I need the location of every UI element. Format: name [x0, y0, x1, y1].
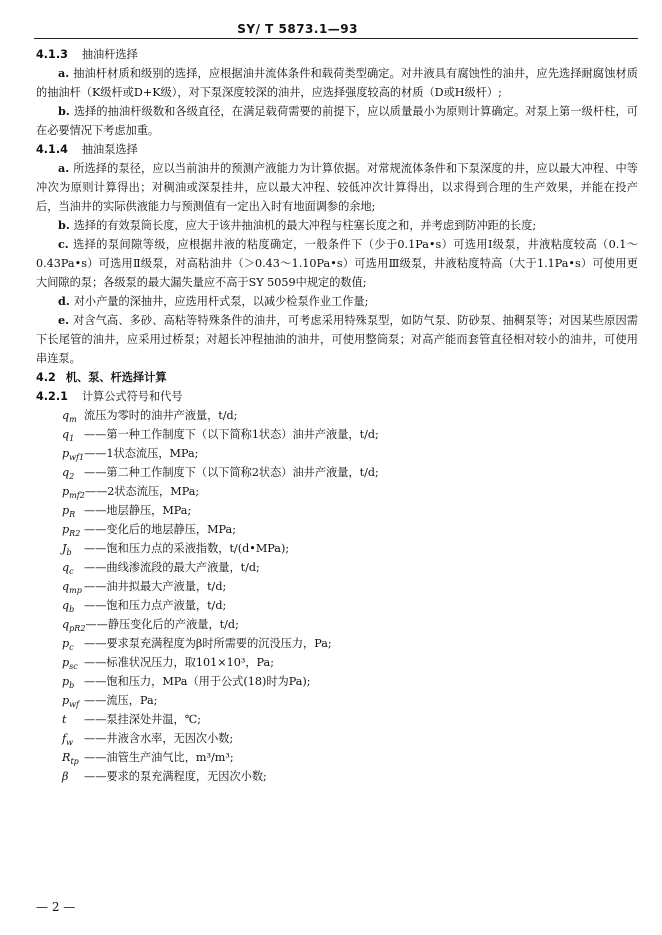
- definition-dash: ——: [84, 504, 107, 517]
- symbol-subscript: tp: [70, 757, 79, 767]
- section-number: 4.1.3: [36, 48, 68, 61]
- definition-dash: ——: [84, 656, 107, 669]
- definition-dash: ——: [84, 428, 107, 441]
- section-number: 4.2: [36, 371, 56, 384]
- symbol-base: f: [62, 732, 67, 745]
- item-label: b.: [58, 104, 70, 118]
- symbol: [62, 767, 84, 790]
- symbol-base: p: [62, 447, 70, 460]
- symbol-definition: [62, 539, 638, 558]
- definition-text: 要求泵充满程度为β时所需要的沉没压力，Pa;: [106, 637, 332, 650]
- definition-dash: ——: [84, 637, 107, 650]
- symbol-base: q: [62, 618, 70, 631]
- symbol-base: β: [62, 770, 69, 783]
- symbol-definition: [62, 596, 638, 615]
- symbol-subscript: R: [69, 510, 76, 520]
- symbol-subscript: mf2: [69, 491, 85, 501]
- symbol-base: q: [62, 580, 70, 593]
- symbol-subscript: pR2: [69, 624, 86, 634]
- symbol-definition: [62, 672, 638, 691]
- definition-dash: ——: [84, 599, 107, 612]
- symbol-definition: [62, 425, 638, 444]
- symbol-subscript: c: [69, 567, 74, 577]
- definition-text: 曲线渗流段的最大产液量，t/d;: [106, 561, 260, 574]
- definition-dash: ——: [84, 561, 107, 574]
- symbol-definition: [62, 691, 638, 710]
- definition-dash: ——: [84, 466, 107, 479]
- item-text: 选择的泵间隙等级，应根据井液的粘度确定，一般条件下（少于0.1Pa•s）可选用Ⅰ级泵，井液粘度较高（0.1～0.43Pa•s）可选用Ⅱ级泵，对高粘油井（＞0.43～1.10Pa•s）可选用Ⅲ级泵，井液粘度特高（大于1.1Pa•s）可使用更大间隙的泵；各级泵的最大漏失量应不高于SY 5059中规定的数值;: [36, 238, 638, 289]
- paragraph-4-1-4-d: [36, 292, 638, 311]
- definition-text: 泵挂深处井温，℃;: [106, 713, 201, 726]
- item-text: 选择的有效泵筒长度，应大于该井抽油机的最大冲程与柱塞长度之和，并考虑到防冲距的长度;: [73, 219, 537, 232]
- symbol-subscript: b: [69, 605, 75, 615]
- page-header: [34, 20, 638, 39]
- section-number: 4.2.1: [36, 390, 68, 403]
- item-label: c.: [58, 237, 69, 251]
- symbol-subscript: wf: [69, 700, 79, 710]
- item-label: a.: [58, 66, 70, 80]
- section-title: 机、泵、杆选择计算: [65, 370, 167, 384]
- section-title: 抽油泵选择: [81, 143, 138, 156]
- paragraph-4-1-3-a: [36, 64, 638, 102]
- item-text: 抽油杆材质和级别的选择，应根据油井流体条件和载荷类型确定。对井液具有腐蚀性的油井，应先选择耐腐蚀材质的抽油杆（K级杆或D+K级），对下泵深度较深的油井，应选择强度较高的材质（D或H级杆）;: [36, 67, 638, 99]
- symbol-definition-list: [36, 406, 638, 786]
- symbol-definition: [62, 406, 638, 425]
- symbol-definition: [62, 710, 638, 729]
- definition-text: 油井拟最大产液量，t/d;: [106, 580, 227, 593]
- symbol-definition: [62, 653, 638, 672]
- definition-text: 第一种工作制度下（以下简称1状态）油井产液量，t/d;: [106, 428, 379, 441]
- symbol-definition: [62, 767, 638, 786]
- symbol-base: q: [62, 466, 70, 479]
- definition-text: 油管生产油气比，m³/m³;: [106, 751, 234, 764]
- symbol-base: J: [62, 542, 67, 555]
- symbol-subscript: c: [69, 643, 74, 653]
- symbol-base: p: [62, 675, 70, 688]
- definition-text: 1状态流压，MPa;: [106, 447, 199, 460]
- symbol-base: R: [62, 751, 71, 764]
- symbol-definition: [62, 463, 638, 482]
- symbol-subscript: m: [69, 415, 77, 425]
- symbol-subscript: 1: [69, 434, 75, 444]
- definition-text: 流压为零时的油井产液量，t/d;: [84, 409, 238, 422]
- item-text: 对小产量的深抽井，应选用杆式泵，以减少检泵作业工作量;: [73, 295, 369, 308]
- definition-dash: ——: [84, 732, 107, 745]
- symbol-subscript: wf1: [69, 453, 85, 463]
- paragraph-4-1-4-a: [36, 159, 638, 216]
- item-text: 对含气高、多砂、高粘等特殊条件的油井，可考虑采用特殊泵型，如防气泵、防砂泵、抽稠泵等；对因某些原因需下长尾管的油井，应采用过桥泵；对超长冲程抽油的油井，可使用整筒泵；对高产能而套管直径相对较小的油井，可使用串连泵。: [36, 314, 638, 365]
- definition-dash: ——: [84, 675, 107, 688]
- symbol-definition: [62, 482, 638, 501]
- definition-text: 流压，Pa;: [106, 694, 158, 707]
- symbol-definition: [62, 501, 638, 520]
- section-4-2-1-heading: [36, 387, 638, 406]
- symbol-subscript: R2: [69, 529, 81, 539]
- definition-text: 要求的泵充满程度，无因次小数;: [106, 770, 267, 783]
- item-text: 所选择的泵径，应以当前油井的预测产液能力为计算依据。对常规流体条件和下泵深度的井，应以最大冲程、中等冲次为原则计算得出；对稠油或深泵挂井，应以最大冲程、较低冲次计算得出，以求得到合理的生产效果，并能在投产后，当油井的实际供液能力与预测值有一定出入时有地面调参的余地;: [36, 162, 638, 213]
- symbol-base: p: [62, 523, 70, 536]
- definition-dash: ——: [84, 580, 107, 593]
- definition-text: 2状态流压，MPa;: [107, 485, 200, 498]
- symbol-definition: [62, 444, 638, 463]
- definition-text: 静压变化后的产液量，t/d;: [107, 618, 239, 631]
- symbol-definition: [62, 729, 638, 748]
- definition-text: 变化后的地层静压，MPa;: [106, 523, 236, 536]
- symbol-definition: [62, 558, 638, 577]
- symbol-definition: [62, 634, 638, 653]
- definition-text: 标准状况压力，取101×10³，Pa;: [106, 656, 274, 669]
- symbol-subscript: w: [66, 738, 74, 748]
- symbol-base: t: [62, 713, 67, 726]
- definition-text: 饱和压力，MPa（用于公式(18)时为Pa);: [106, 675, 311, 688]
- definition-dash: ——: [84, 542, 107, 555]
- symbol-base: q: [62, 561, 70, 574]
- paragraph-4-1-4-c: [36, 235, 638, 292]
- symbol-base: q: [62, 409, 70, 422]
- symbol-base: p: [62, 504, 70, 517]
- symbol-base: p: [62, 485, 70, 498]
- symbol-definition: [62, 520, 638, 539]
- symbol-base: q: [62, 599, 70, 612]
- symbol-subscript: mp: [69, 586, 82, 596]
- section-4-1-3-heading: [36, 45, 638, 64]
- definition-dash: ——: [84, 485, 108, 498]
- item-label: d.: [58, 294, 70, 308]
- symbol-subscript: b: [66, 548, 72, 558]
- definition-dash: ——: [84, 713, 107, 726]
- symbol-subscript: b: [69, 681, 75, 691]
- symbol-base: p: [62, 656, 70, 669]
- definition-dash: ——: [84, 523, 107, 536]
- symbol-base: p: [62, 694, 70, 707]
- section-title: 计算公式符号和代号: [81, 390, 183, 403]
- paragraph-4-1-3-b: [36, 102, 638, 140]
- definition-dash: ——: [84, 447, 107, 460]
- standard-number: SY/ T 5873.1—93: [237, 22, 358, 36]
- symbol-subscript: 2: [69, 472, 75, 482]
- item-text: 选择的抽油杆级数和各级直径，在满足载荷需要的前提下，应以质量最小为原则计算确定。对泵上第一级杆柱，可在必要情况下考虑加重。: [36, 105, 638, 137]
- paragraph-4-1-4-b: [36, 216, 638, 235]
- definition-text: 饱和压力点产液量，t/d;: [106, 599, 227, 612]
- symbol-definition: [62, 615, 638, 634]
- paragraph-4-1-4-e: [36, 311, 638, 368]
- section-4-1-4-heading: [36, 140, 638, 159]
- symbol-definition: [62, 748, 638, 767]
- symbol-definition: [62, 577, 638, 596]
- item-label: b.: [58, 218, 70, 232]
- definition-dash: ——: [84, 770, 107, 783]
- section-title: 抽油杆选择: [81, 48, 138, 61]
- definition-text: 地层静压，MPa;: [106, 504, 192, 517]
- definition-text: 井液含水率，无因次小数;: [106, 732, 234, 745]
- definition-text: 饱和压力点的采液指数，t/(d•MPa);: [106, 542, 290, 555]
- definition-dash: ——: [84, 751, 107, 764]
- symbol-base: q: [62, 428, 70, 441]
- symbol-base: p: [62, 637, 70, 650]
- definition-text: 第二种工作制度下（以下简称2状态）油井产液量，t/d;: [106, 466, 379, 479]
- definition-dash: ——: [85, 618, 108, 631]
- section-number: 4.1.4: [36, 143, 68, 156]
- page-number: — 2 —: [36, 900, 76, 914]
- item-label: a.: [58, 161, 70, 175]
- item-label: e.: [58, 313, 70, 327]
- document-body: [36, 45, 638, 786]
- section-4-2-heading: [36, 368, 638, 387]
- symbol-subscript: sc: [69, 662, 78, 672]
- definition-dash: ——: [84, 694, 107, 707]
